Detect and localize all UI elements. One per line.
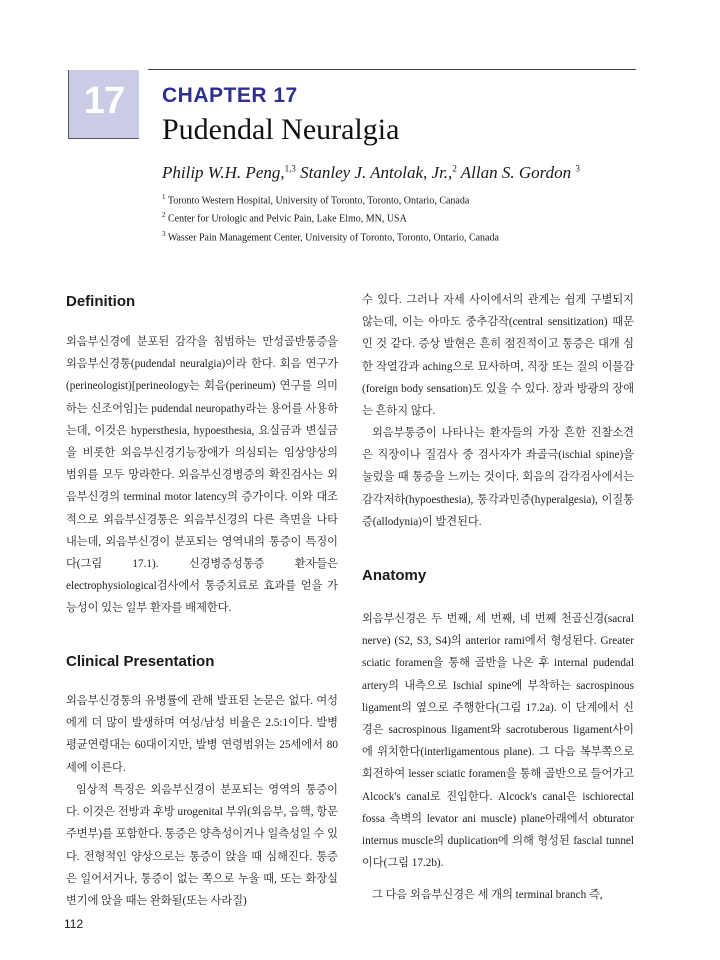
affiliation-marker: 1 <box>162 193 166 201</box>
author-name: Allan S. Gordon <box>456 163 576 182</box>
anatomy-paragraph: 그 다음 외음부신경은 세 개의 terminal branch 즉, <box>372 889 603 901</box>
affiliation-marker: 2 <box>162 211 166 220</box>
affiliation <box>162 208 499 226</box>
clinical-paragraph: 외음부신경통의 유병률에 관해 발표된 논문은 없다. 여성에게 더 많이 발생하며 여성/남성 비율은 2.5:1이다. 발병 평균연령대는 60대이지만, 발병 연령범위는 25세에서 80세에 이른다. <box>66 695 338 774</box>
affiliation-text: Toronto Western Hospital, University of Toronto, Toronto, Ontario, Canada <box>165 195 470 207</box>
author-list <box>162 163 580 183</box>
chapter-title: Pudendal Neuralgia <box>162 113 400 146</box>
section-heading-clinical-presentation: Clinical Presentation <box>66 653 215 670</box>
affiliation-list <box>162 190 499 245</box>
section-heading-definition: Definition <box>66 293 136 310</box>
page-number: 112 <box>64 917 84 931</box>
affiliation-text: Center for Urologic and Pelvic Pain, Lake Elmo, MN, USA <box>165 213 407 225</box>
header-rule <box>148 69 636 70</box>
author-name: Stanley J. Antolak, Jr., <box>295 163 453 182</box>
affiliation <box>162 227 499 245</box>
author-affil-ref: 2 <box>452 163 457 174</box>
anatomy-paragraph: 외음부신경은 두 번째, 세 번째, 네 번째 천골신경(sacral nerve) (S2, S3, S4)의 anterior rami에서 형성된다. Greater sciatic foramen을 통해 골반을 나온 후 internal pudendal artery의 내측으로 Ischial spine에 부착하는 sacrospinous ligament의 옆으로 주행한다(그림 17.2a). 이 단계에서 신경은 sacrospinous ligament와 sacrotuberous ligament사이에 위치한다(interligamentous plane). 그 다음 복부쪽으로 회전하여 lesser sciatic foramen을 통해 골반으로 들어가고 Alcock's canal로 진입한다. Alcock's canal은 ischiorectal fossa 측벽의 levator ani muscle) plane아래에서 obturator internus muscle의 duplication에 의해 형성된 fascial tunnel이다(그림 17.2b). <box>362 613 634 870</box>
author-affil-ref: 3 <box>575 163 580 174</box>
chapter-number-box <box>68 70 139 139</box>
author-name: Philip W.H. Peng, <box>162 163 285 182</box>
chapter-label: CHAPTER 17 <box>162 84 298 107</box>
body-paragraph: 수 있다. 그러나 자세 사이에서의 관계는 쉽게 구별되지 않는데, 이는 아마도 중추감작(central sensitization) 때문인 것 같다. 증상 발현은 흔히 점진적이고 통증은 대개 심한 작열감과 aching으로 묘사하며, 직장 또는 질의 이물감(foreign body sensation)도 있을 수 있다. 장과 방광의 장애는 흔하지 않다. <box>362 294 634 418</box>
author-affil-ref: 1,3 <box>284 163 296 174</box>
affiliation-text: Wasser Pain Management Center, University of Toronto, Toronto, Ontario, Canada <box>165 231 499 243</box>
definition-paragraph: 외음부신경에 분포된 감각을 침범하는 만성골반통증을 외음부신경통(pudendal neuralgia)이라 한다. 회음 연구가(perineologist)[perineology는 회음(perineum) 연구를 의미하는 신조어임]는 pudendal neuropathy라는 용어를 사용하는데, 이것은 hypersthesia, hypoesthesia, 요실금과 변실금을 비롯한 외음부신경기능장애가 의심되는 임상양상의 범위를 모두 망라한다. 외음부신경병증의 확진검사는 외음부신경의 terminal motor latency의 증가이다. 이와 대조적으로 외음부신경통은 외음부신경의 다른 측면을 나타내는데, 외음부신경이 분포되는 영역내의 통증이 특징이다(그림 17.1). 신경병증성통증 환자들은 electrophysiological검사에서 통증치료로 효과를 얻을 가능성이 있는 일부 환자를 배제한다. <box>66 336 338 615</box>
affiliation-marker: 3 <box>162 229 166 238</box>
clinical-paragraph: 임상적 특징은 외음부신경이 분포되는 영역의 통증이다. 이것은 전방과 후방 urogenital 부위(외음부, 음핵, 항문주변부)를 포함한다. 통증은 양측성이거나 일측성일 수 있다. 전형적인 양상으로는 통증이 앉을 때 심해진다. 통증은 일어서거나, 통증이 없는 쪽으로 누울 때, 또는 화장실 변기에 앉을 때는 완화될(또는 사라질) <box>66 784 338 908</box>
section-heading-anatomy: Anatomy <box>362 567 427 584</box>
affiliation <box>162 190 499 208</box>
body-paragraph: 외음부통증이 나타나는 환자들의 가장 흔한 진찰소견은 직장이나 질검사 중 검사자가 좌골극(ischial spine)을 눌렀을 때 통증을 느끼는 것이다. 회음의 감각검사에서는 감각저하(hypoesthesia), 통각과민증(hyperalgesia), 이질통증(allodynia)이 발견된다. <box>362 427 634 528</box>
chapter-number: 17 <box>83 80 125 122</box>
